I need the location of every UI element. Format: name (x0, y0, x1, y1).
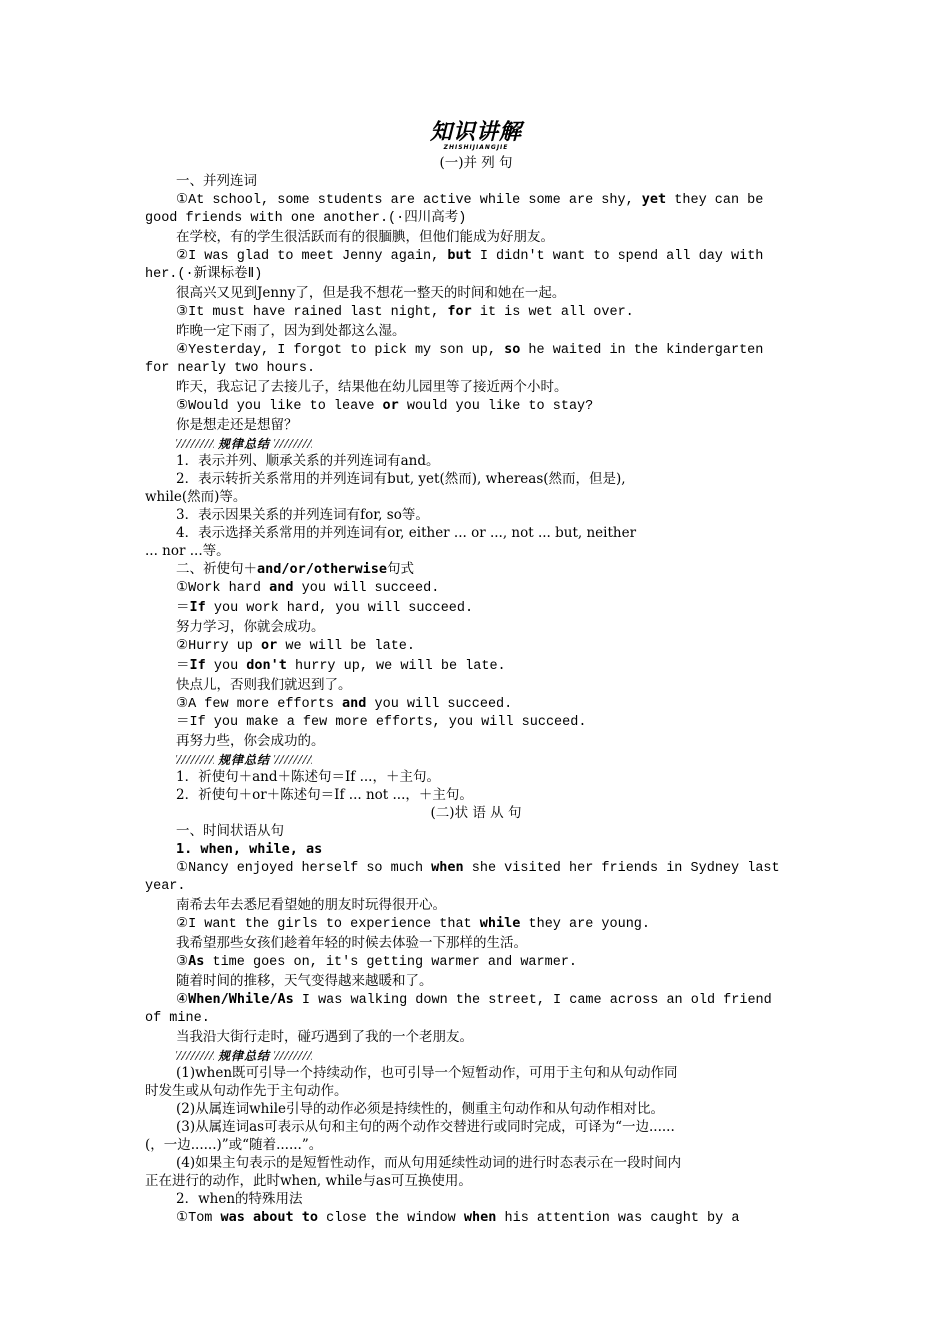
text-span: ③A few more efforts (176, 697, 343, 712)
text-line (145, 190, 807, 210)
text-span: you work hard, you will succeed. (205, 601, 474, 616)
text-span: time goes on, it's getting warmer and warmer. (204, 955, 578, 970)
bold-keyword: when (463, 1209, 497, 1225)
text-span: ③ (176, 955, 189, 970)
text-line: 1．表示并列、顺承关系的并列连词有and。 (176, 453, 440, 469)
bold-keyword: and (269, 579, 294, 595)
text-line: (3)从属连词as可表示从句和主句的两个动作交替进行或同时完成，可译为“一边...... (176, 1119, 675, 1135)
text-line: ... nor ...等。 (145, 543, 230, 559)
text-line (145, 694, 807, 714)
rule-summary-label: 规律总结 (218, 752, 271, 767)
text-line: 正在进行的动作，此时when, while与as可互换使用。 (145, 1173, 472, 1189)
text-span: you will succeed. (366, 697, 513, 712)
text-line: 1．祈使句＋and＋陈述句＝If ...，＋主句。 (176, 769, 440, 785)
bold-keyword: When/While/As (188, 991, 294, 1007)
hatch-decoration (176, 439, 214, 448)
rule-summary-header (145, 1046, 807, 1064)
text-line: 南希去年去悉尼看望她的朋友时玩得很开心。 (176, 897, 446, 913)
text-line: 2．表示转折关系常用的并列连词有but, yet(然而), whereas(然而，但是), (176, 471, 626, 487)
text-line: her.(·新课标卷Ⅱ) (145, 267, 263, 282)
text-line: 4．表示选择关系常用的并列连词有or, either ... or ..., not ... but, neither (176, 525, 637, 541)
text-span: ＝ (176, 659, 190, 674)
text-line: 昨晚一定下雨了，因为到处都这么湿。 (176, 323, 406, 339)
bold-keyword: If (189, 599, 206, 615)
text-line: 3．表示因果关系的并列连词有for, so等。 (176, 507, 429, 523)
hatch-decoration (274, 755, 312, 764)
text-line (145, 578, 807, 598)
text-span: they can be (666, 193, 764, 208)
text-line: for nearly two hours. (145, 361, 316, 376)
text-span: ④Yesterday, I forgot to pick my son up, (176, 343, 505, 358)
text-line (145, 858, 807, 878)
bold-keyword: or (261, 637, 278, 653)
bold-keyword: As (188, 953, 205, 969)
text-line (145, 914, 807, 934)
bold-keyword: or (382, 397, 399, 413)
text-span: they are young. (520, 917, 651, 932)
text-span: you will succeed. (293, 581, 440, 596)
text-span: he waited in the kindergarten (520, 343, 764, 358)
text-line (145, 1208, 807, 1228)
text-span: would you like to stay? (398, 399, 594, 414)
text-line: 2．when的特殊用法 (176, 1191, 303, 1207)
text-span: ③It must have rained last night, (176, 305, 448, 320)
text-line (145, 560, 807, 578)
text-span: 二、祈使句＋ (176, 561, 257, 577)
text-span: ＝ (176, 601, 190, 616)
text-line (145, 598, 807, 618)
text-span: she visited her friends in Sydney last (463, 861, 780, 876)
text-span: close the window (318, 1211, 464, 1226)
text-line: 你是想走还是想留？ (176, 417, 298, 433)
bold-keyword: 1. when, while, as (176, 841, 323, 857)
text-line: 再努力些，你会成功的。 (176, 733, 325, 749)
text-line: 快点儿，否则我们就迟到了。 (176, 677, 352, 693)
section-heading: (二)状 语 从 句 (430, 805, 522, 821)
text-line (145, 952, 807, 972)
text-span: you (205, 659, 247, 674)
bold-keyword: and/or/otherwise (257, 561, 388, 577)
bold-keyword: If (189, 657, 206, 673)
text-line: 当我沿大街行走时，碰巧遇到了我的一个老朋友。 (176, 1029, 473, 1045)
text-line: 随着时间的推移，天气变得越来越暖和了。 (176, 973, 433, 989)
text-line: 一、并列连词 (176, 173, 257, 189)
bold-keyword: but (447, 247, 472, 263)
hatch-decoration (176, 1051, 214, 1060)
bold-keyword: while (479, 915, 521, 931)
text-span: ②I want the girls to experience that (176, 917, 480, 932)
text-line: good friends with one another.(·四川高考) (145, 211, 467, 226)
text-line: year. (145, 879, 186, 894)
bold-keyword: was about to (220, 1209, 319, 1225)
rule-summary-header (145, 434, 807, 452)
text-line (145, 840, 807, 858)
text-line: while(然而)等。 (145, 489, 247, 505)
bold-keyword: when (431, 859, 464, 875)
text-span: ①Nancy enjoyed herself so much (176, 861, 432, 876)
text-span: 句式 (387, 561, 415, 577)
hatch-decoration (176, 755, 214, 764)
text-line (145, 990, 807, 1010)
text-line: 一、时间状语从句 (176, 823, 284, 839)
text-line: 努力学习，你就会成功。 (176, 619, 325, 635)
text-line (145, 246, 807, 266)
text-line: (4)如果主句表示的是短暂性动作，而从句用延续性动词的进行时态表示在一段时间内 (176, 1155, 682, 1171)
text-line (145, 656, 807, 676)
document-body (145, 154, 807, 1228)
text-line (145, 302, 807, 322)
bold-keyword: don't (246, 657, 287, 673)
bold-keyword: yet (641, 191, 667, 207)
text-span: we will be late. (277, 639, 416, 654)
text-span: ②Hurry up (176, 639, 262, 654)
text-span: ①At school, some students are active while some are shy, (176, 193, 642, 208)
hatch-decoration (274, 1051, 312, 1060)
text-span: ⑤Would you like to leave (176, 399, 383, 414)
text-line: (，一边......)”或“随着......”。 (145, 1137, 323, 1153)
text-line: 我希望那些女孩们趁着年轻的时候去体验一下那样的生活。 (176, 935, 527, 951)
text-line (145, 636, 807, 656)
text-line: (1)when既可引导一个持续动作，也可引导一个短暂动作，可用于主句和从句动作同 (176, 1065, 678, 1081)
text-span: ②I was glad to meet Jenny again, (176, 249, 448, 264)
text-span: hurry up, we will be late. (286, 659, 506, 674)
document-page (145, 120, 807, 1228)
rule-summary-label: 规律总结 (218, 1048, 271, 1063)
hatch-decoration (274, 439, 312, 448)
text-span: I was walking down the street, I came across an old friend (293, 993, 772, 1008)
text-span: ①Work hard (176, 581, 270, 596)
section-banner (145, 120, 807, 154)
rule-summary-label: 规律总结 (218, 436, 271, 451)
text-span: it is wet all over. (471, 305, 634, 320)
text-line (145, 340, 807, 360)
bold-keyword: and (342, 695, 367, 711)
rule-summary-header (145, 750, 807, 768)
banner-subtitle: ZHISHIJIANGJIE (443, 144, 509, 151)
text-line: 在学校，有的学生很活跃而有的很腼腆，但他们能成为好朋友。 (176, 229, 554, 245)
text-span: I didn't want to spend all day with (471, 249, 764, 264)
bold-keyword: for (447, 303, 472, 319)
text-line: 很高兴又见到Jenny了，但是我不想花一整天的时间和她在一起。 (176, 285, 566, 301)
text-line: of mine. (145, 1011, 210, 1026)
bold-keyword: so (504, 341, 521, 357)
section-heading: (一)并 列 句 (439, 155, 513, 171)
text-line (145, 396, 807, 416)
text-line: 昨天，我忘记了去接儿子，结果他在幼儿园里等了接近两个小时。 (176, 379, 568, 395)
text-line: 时发生或从句动作先于主句动作。 (145, 1083, 348, 1099)
text-span: ④ (176, 993, 189, 1008)
text-line: ＝If you make a few more efforts, you will succeed. (176, 715, 587, 730)
text-span: his attention was caught by a (496, 1211, 740, 1226)
text-line: (2)从属连词while引导的动作必须是持续性的，侧重主句动作和从句动作相对比。 (176, 1101, 664, 1117)
text-span: ①Tom (176, 1211, 221, 1226)
banner-title: 知识讲解 (429, 119, 522, 145)
text-line: 2．祈使句＋or＋陈述句＝If ... not ...，＋主句。 (176, 787, 473, 803)
